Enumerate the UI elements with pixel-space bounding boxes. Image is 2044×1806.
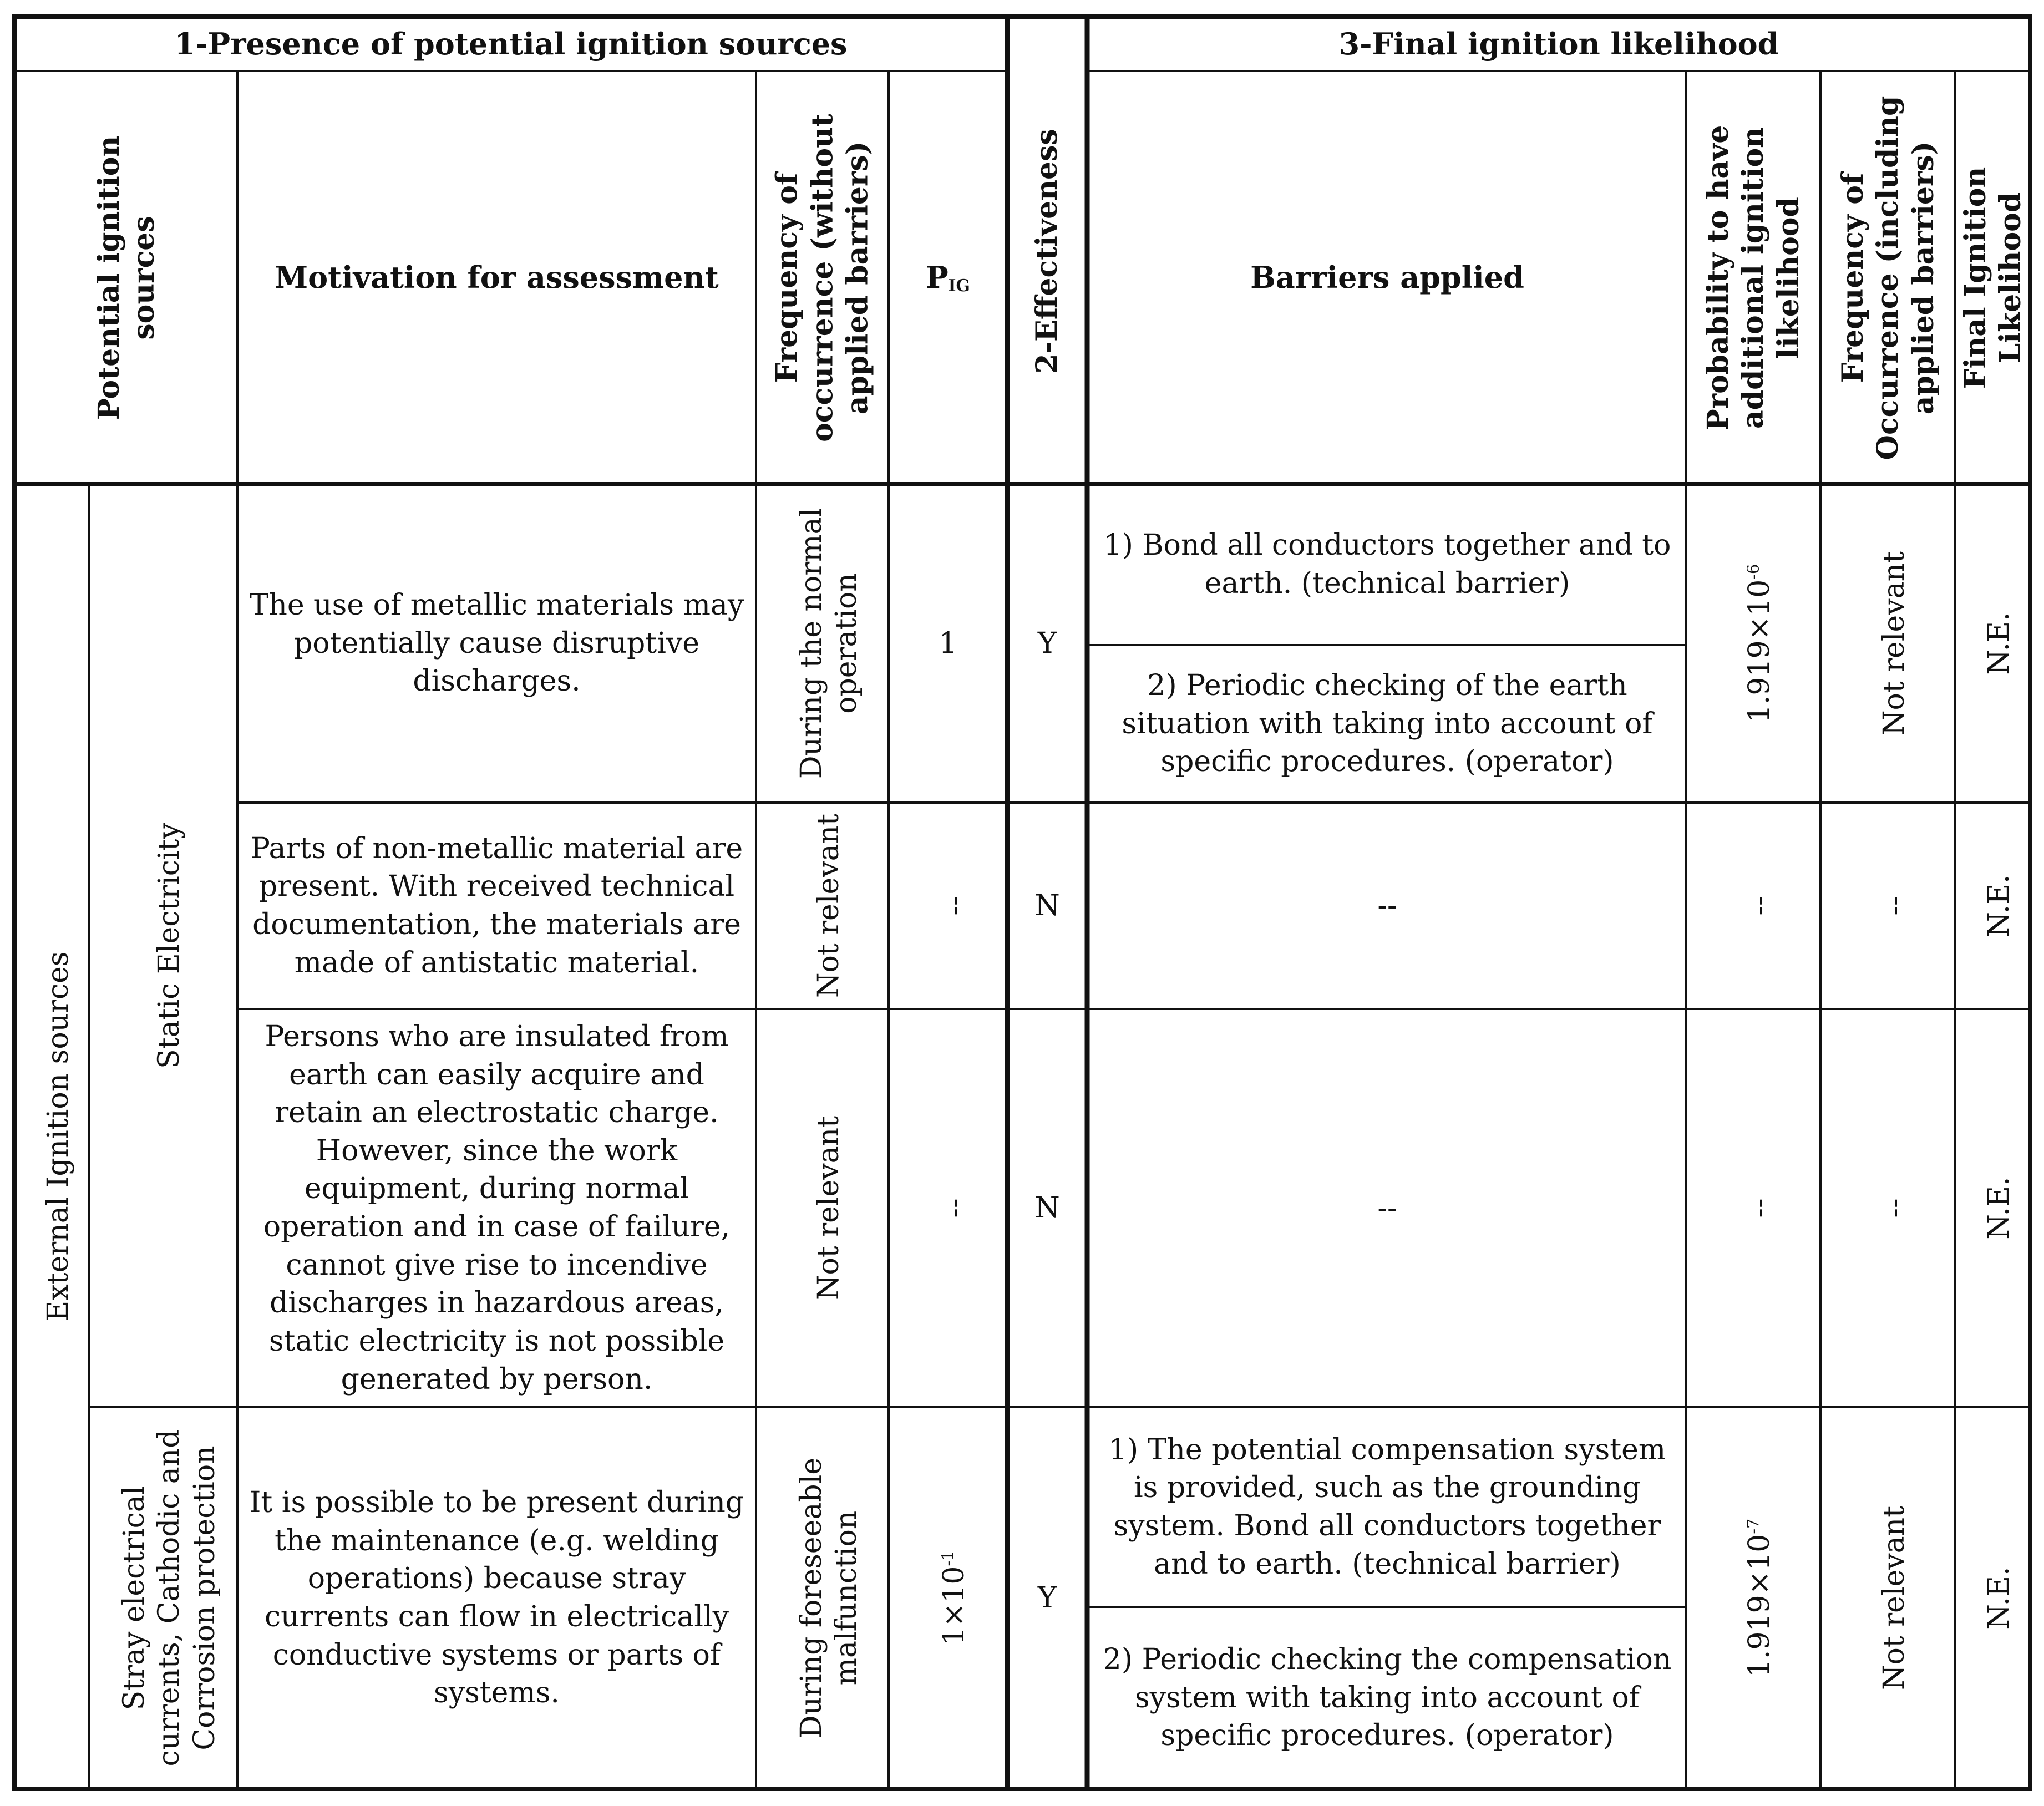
row2-barrier: -- [1377, 889, 1397, 922]
row4-probability-value: $1.919\times 10^{-7}$ [1743, 1518, 1777, 1678]
row2-frequency-including: -- [1877, 896, 1911, 916]
row3-frequency: Not relevant [811, 1115, 845, 1301]
header-pig [890, 72, 1006, 483]
row1-frequency-including: Not relevant [1877, 551, 1911, 736]
header-potential-ignition-sources: Potential ignition sources [92, 135, 161, 420]
row2-pig: -- [937, 896, 971, 916]
header-final-ignition-likelihood: Final Ignition Likelihood [1958, 166, 2027, 389]
header-probability-additional: Probability to have additional ignition likelihood [1701, 125, 1805, 430]
header-frequency-without-barriers: Frequency of occurrence (without applied barriers) [770, 113, 875, 442]
row4-pig-value: $1\times 10^{-1}$ [937, 1550, 971, 1646]
row1-barrier-2: 2) Periodic checking of the earth situation with taking into account of specific procedures. (operator) [1122, 669, 1653, 779]
row3-probability: -- [1743, 1198, 1777, 1218]
row1-final-likelihood: N.E. [1982, 612, 2016, 675]
row4-pig [890, 1408, 1020, 1788]
row3-final-likelihood: N.E. [1982, 1176, 2016, 1240]
row1-probability-value: $1.919\times 10^{-6}$ [1743, 564, 1777, 723]
row4-final-likelihood: N.E. [1982, 1566, 2016, 1630]
row1-frequency: During the normal operation [794, 508, 863, 779]
row2-motivation: Parts of non-metallic material are present. With received technical documentation, the materials are made of antistatic material. [250, 831, 743, 980]
row3-effectiveness: N [1034, 1191, 1060, 1225]
row1-probability [1687, 485, 1833, 801]
row4-frequency: During foreseeable malfunction [794, 1457, 863, 1739]
row4-barrier-2: 2) Periodic checking the compensation system with taking into account of specific procedures. (operator) [1103, 1643, 1672, 1753]
row2-frequency: Not relevant [811, 813, 845, 998]
group-header-presence: 1-Presence of potential ignition sources [174, 26, 848, 62]
row2-effectiveness: N [1034, 889, 1060, 922]
row4-probability [1687, 1408, 1833, 1788]
row3-pig: -- [937, 1198, 971, 1218]
row4-frequency-including: Not relevant [1877, 1505, 1911, 1691]
row3-frequency-including: -- [1877, 1198, 1911, 1218]
row1-motivation: The use of metallic materials may potentially cause disruptive discharges. [249, 589, 744, 698]
row1-pig: 1 [939, 626, 957, 660]
row2-final-likelihood: N.E. [1982, 874, 2016, 937]
row3-barrier: -- [1377, 1191, 1397, 1225]
row4-effectiveness: Y [1037, 1581, 1057, 1615]
header-barriers-applied: Barriers applied [1250, 259, 1524, 295]
row4-motivation: It is possible to be present during the maintenance (e.g. welding operations) because stray currents can flow in electrically conductive systems or parts of systems. [249, 1486, 744, 1710]
header-frequency-including-barriers: Frequency of Occurrence (including applied barriers) [1835, 95, 1940, 460]
group-header-final-likelihood: 3-Final ignition likelihood [1338, 26, 1779, 62]
group-stray-currents: Stray electrical currents, Cathodic and Corrosion protection [117, 1429, 221, 1767]
row3-motivation: Persons who are insulated from earth can easily acquire and retain an electrostatic charge. However, since the work equipment, during normal operation and in case of failure, cannot give rise to incendive discharges in hazardous areas, static electricity is not possible generated by person. [263, 1019, 731, 1396]
pig-label: $P_{IG}$ [926, 259, 970, 296]
group-static-electricity: Static Electricity [153, 823, 186, 1069]
row2-probability: -- [1743, 896, 1777, 916]
row1-barrier-1: 1) Bond all conductors together and to earth. (technical barrier) [1103, 529, 1671, 600]
header-effectiveness: 2-Effectiveness [1030, 128, 1064, 374]
row4-barrier-1: 1) The potential compensation system is provided, such as the grounding system. Bond all conductors together and to earth. (technical barrier) [1108, 1433, 1666, 1581]
group-external-ignition-sources: External Ignition sources [42, 951, 75, 1322]
header-motivation: Motivation for assessment [275, 259, 719, 295]
row1-effectiveness: Y [1037, 626, 1057, 660]
